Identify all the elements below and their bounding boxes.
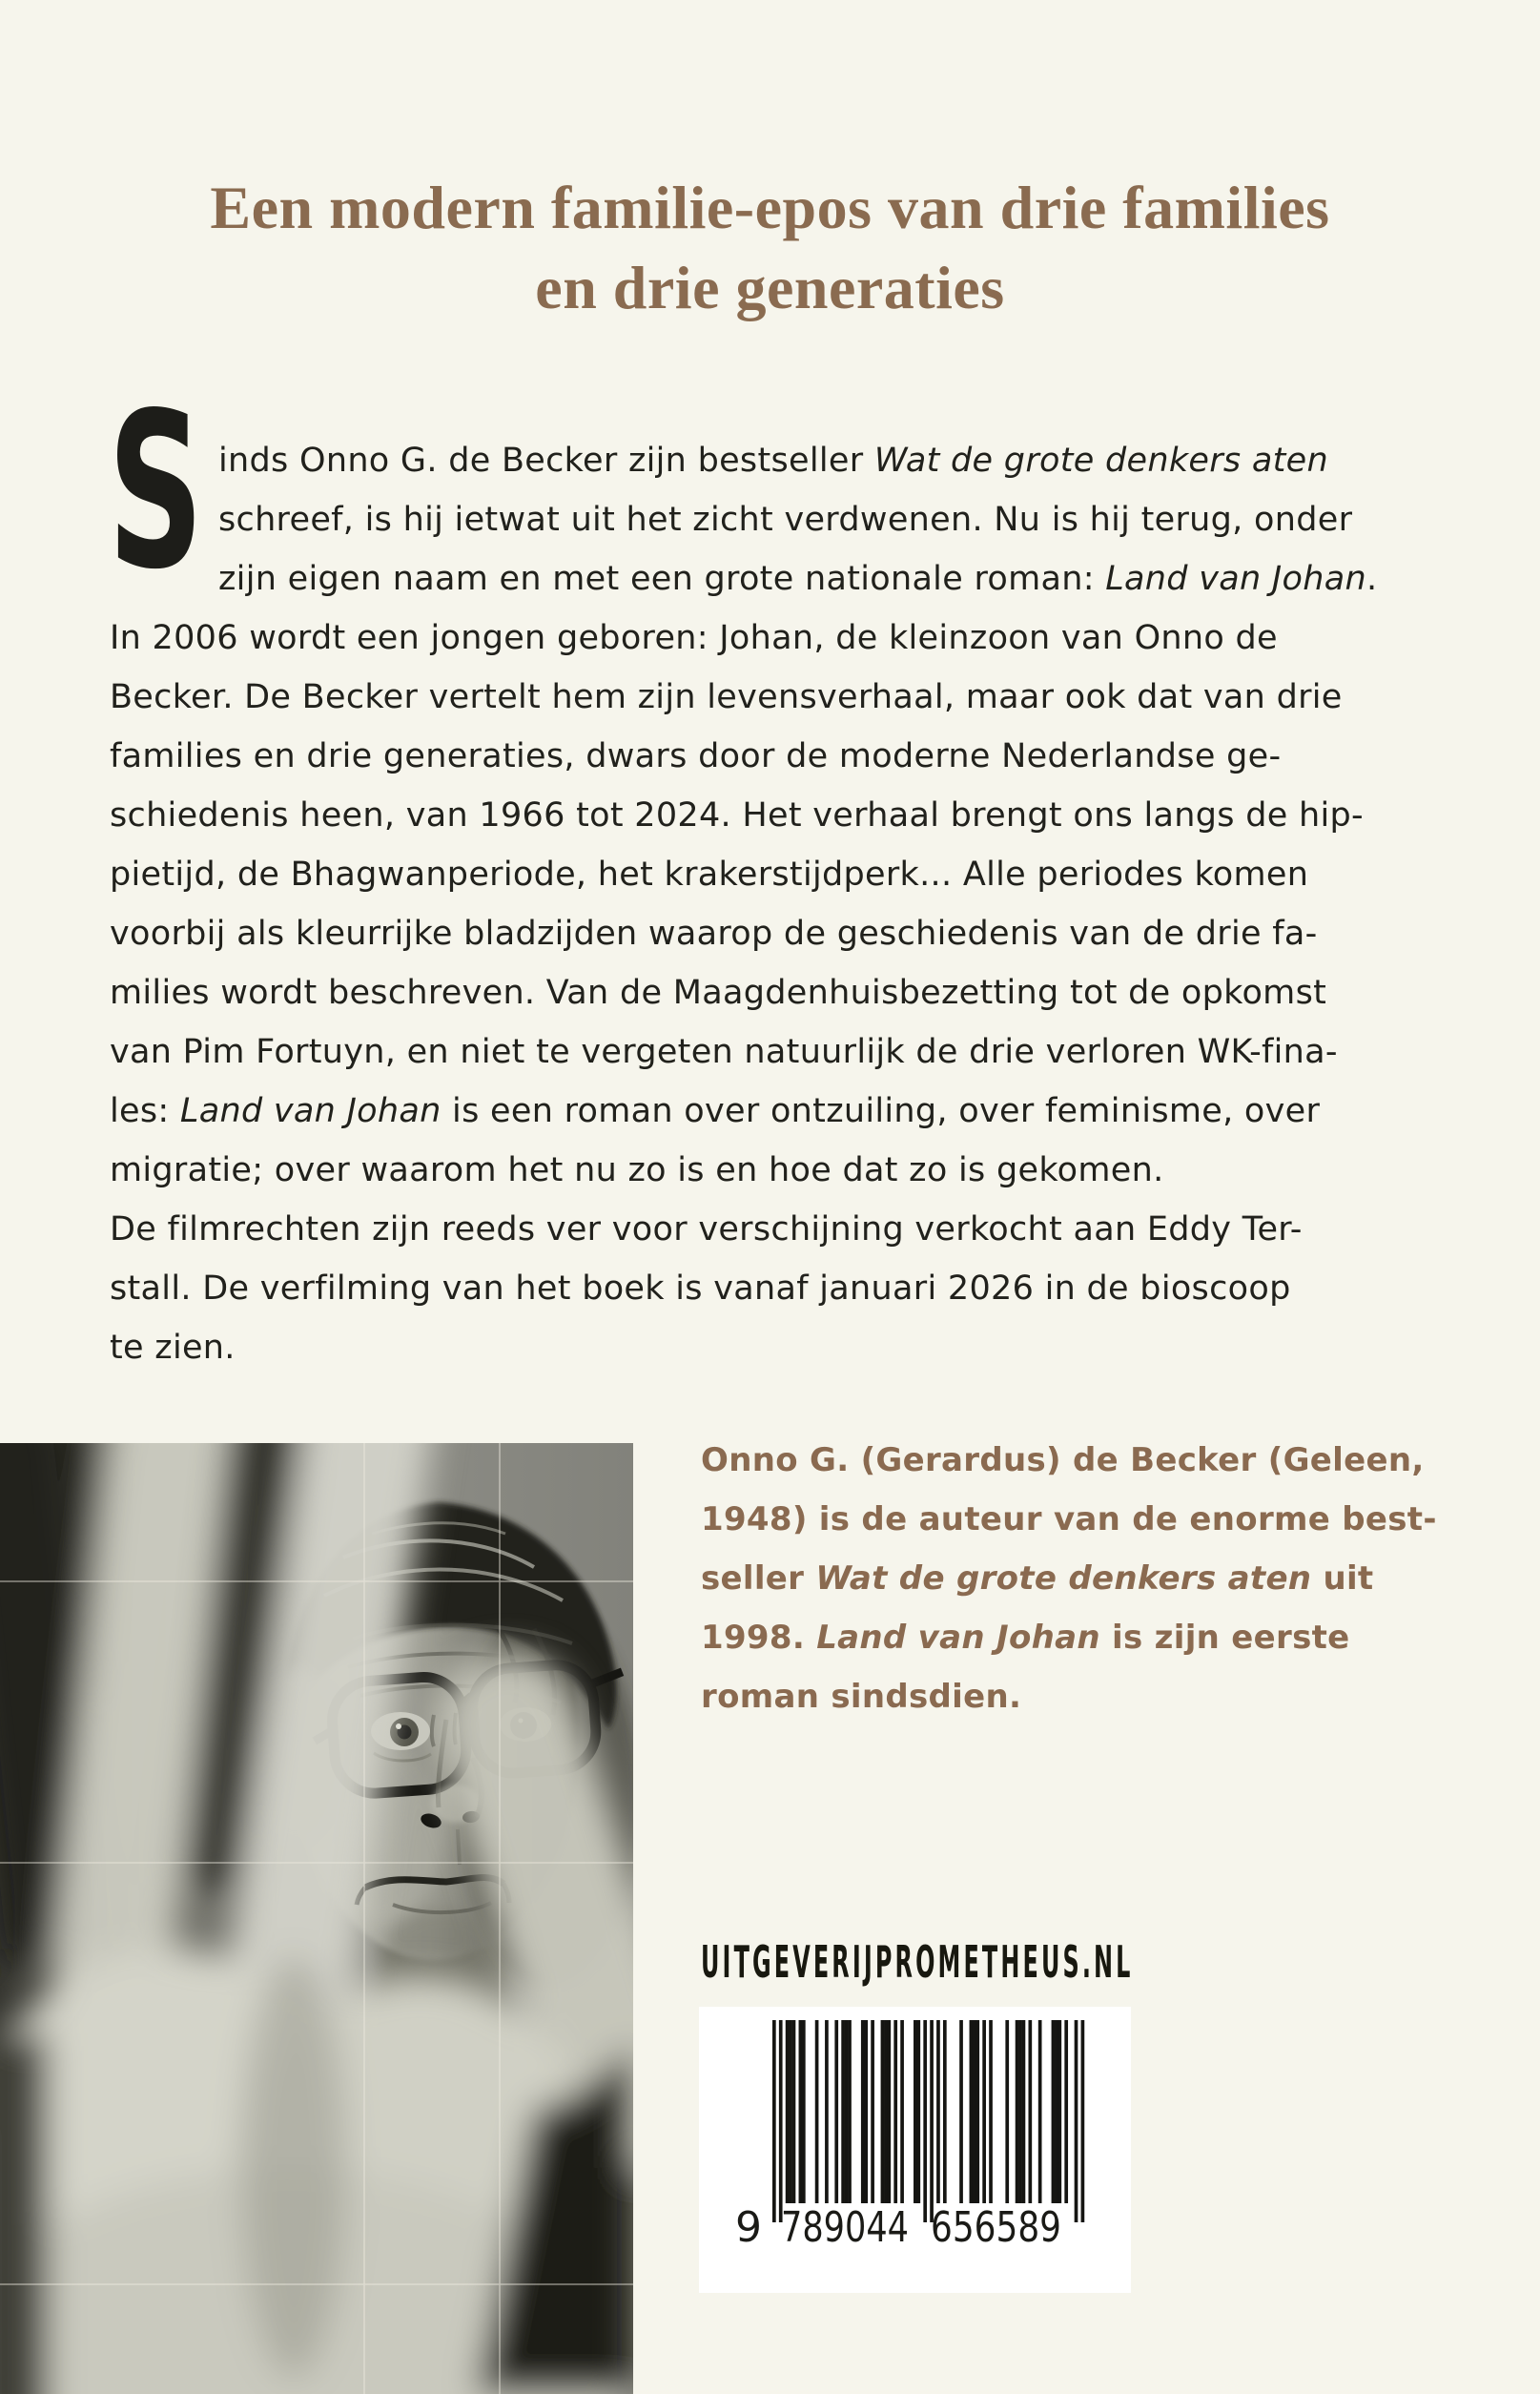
author-bio [701, 1431, 1464, 1726]
blurb-line: De filmrechten zijn reeds ver voor verschijning verkocht aan Eddy Ter- [110, 1210, 1303, 1249]
author-bio-line: 1998. Land van Johan is zijn eerste [701, 1619, 1350, 1657]
blurb-line: voorbij als kleurrijke bladzijden waarop de geschiedenis van de drie fa- [110, 915, 1318, 953]
blurb-line: stall. De verfilming van het boek is vanaf januari 2026 in de bioscoop [110, 1269, 1291, 1308]
publisher-url: UITGEVERIJPROMETHEUS.NL [701, 1936, 1134, 1988]
blurb-line: In 2006 wordt een jongen geboren: Johan, de kleinzoon van Onno de [110, 619, 1278, 657]
blurb-line: schreef, is hij ietwat uit het zicht verdwenen. Nu is hij terug, onder [218, 501, 1353, 539]
ean-number: 656589 [931, 2203, 1061, 2252]
author-photo [0, 1443, 633, 2394]
tagline-line-2: en drie generaties [535, 254, 1005, 321]
blurb-lines [110, 431, 1441, 1377]
blurb-line: van Pim Fortuyn, en niet te vergeten natuurlijk de drie verloren WK-fina- [110, 1033, 1338, 1071]
drop-cap: S [108, 367, 204, 617]
author-photo-graphic [0, 1443, 633, 2394]
author-bio-line: 1948) is de auteur van de enorme best- [701, 1500, 1437, 1538]
blurb-line: Becker. De Becker vertelt hem zijn levensverhaal, maar ook dat van drie [110, 678, 1343, 716]
blurb-line: les: Land van Johan is een roman over ontzuiling, over feminisme, over [110, 1092, 1321, 1130]
ean-number: 9 [735, 2203, 762, 2252]
ean-number: 789044 [781, 2203, 909, 2252]
barcode [699, 2007, 1131, 2293]
blurb-line: milies wordt beschreven. Van de Maagdenhuisbezetting tot de opkomst [110, 974, 1327, 1012]
blurb-line: inds Onno G. de Becker zijn bestseller Wat de grote denkers aten [218, 442, 1328, 480]
back-cover-blurb [110, 431, 1441, 1377]
blurb-line: te zien. [110, 1329, 236, 1367]
blurb-line: families en drie generaties, dwars door de moderne Nederlandse ge- [110, 737, 1282, 775]
author-bio-line: roman sindsdien. [701, 1678, 1022, 1716]
tagline [0, 168, 1540, 328]
tagline-line-1: Een modern familie-epos van drie families [210, 174, 1330, 241]
ean13-barcode [699, 2007, 1131, 2293]
author-bio-line: seller Wat de grote denkers aten uit [701, 1559, 1374, 1598]
blurb-line: zijn eigen naam en met een grote nationale roman: Land van Johan. [218, 560, 1378, 598]
blurb-line: pietijd, de Bhagwanperiode, het krakerstijdperk... Alle periodes komen [110, 856, 1309, 894]
author-bio-line: Onno G. (Gerardus) de Becker (Geleen, [701, 1441, 1425, 1479]
drop-cap-spacer [110, 431, 218, 603]
blurb-line: schiedenis heen, van 1966 tot 2024. Het verhaal brengt ons langs de hip- [110, 796, 1364, 835]
blurb-line: migratie; over waarom het nu zo is en hoe dat zo is gekomen. [110, 1151, 1164, 1189]
